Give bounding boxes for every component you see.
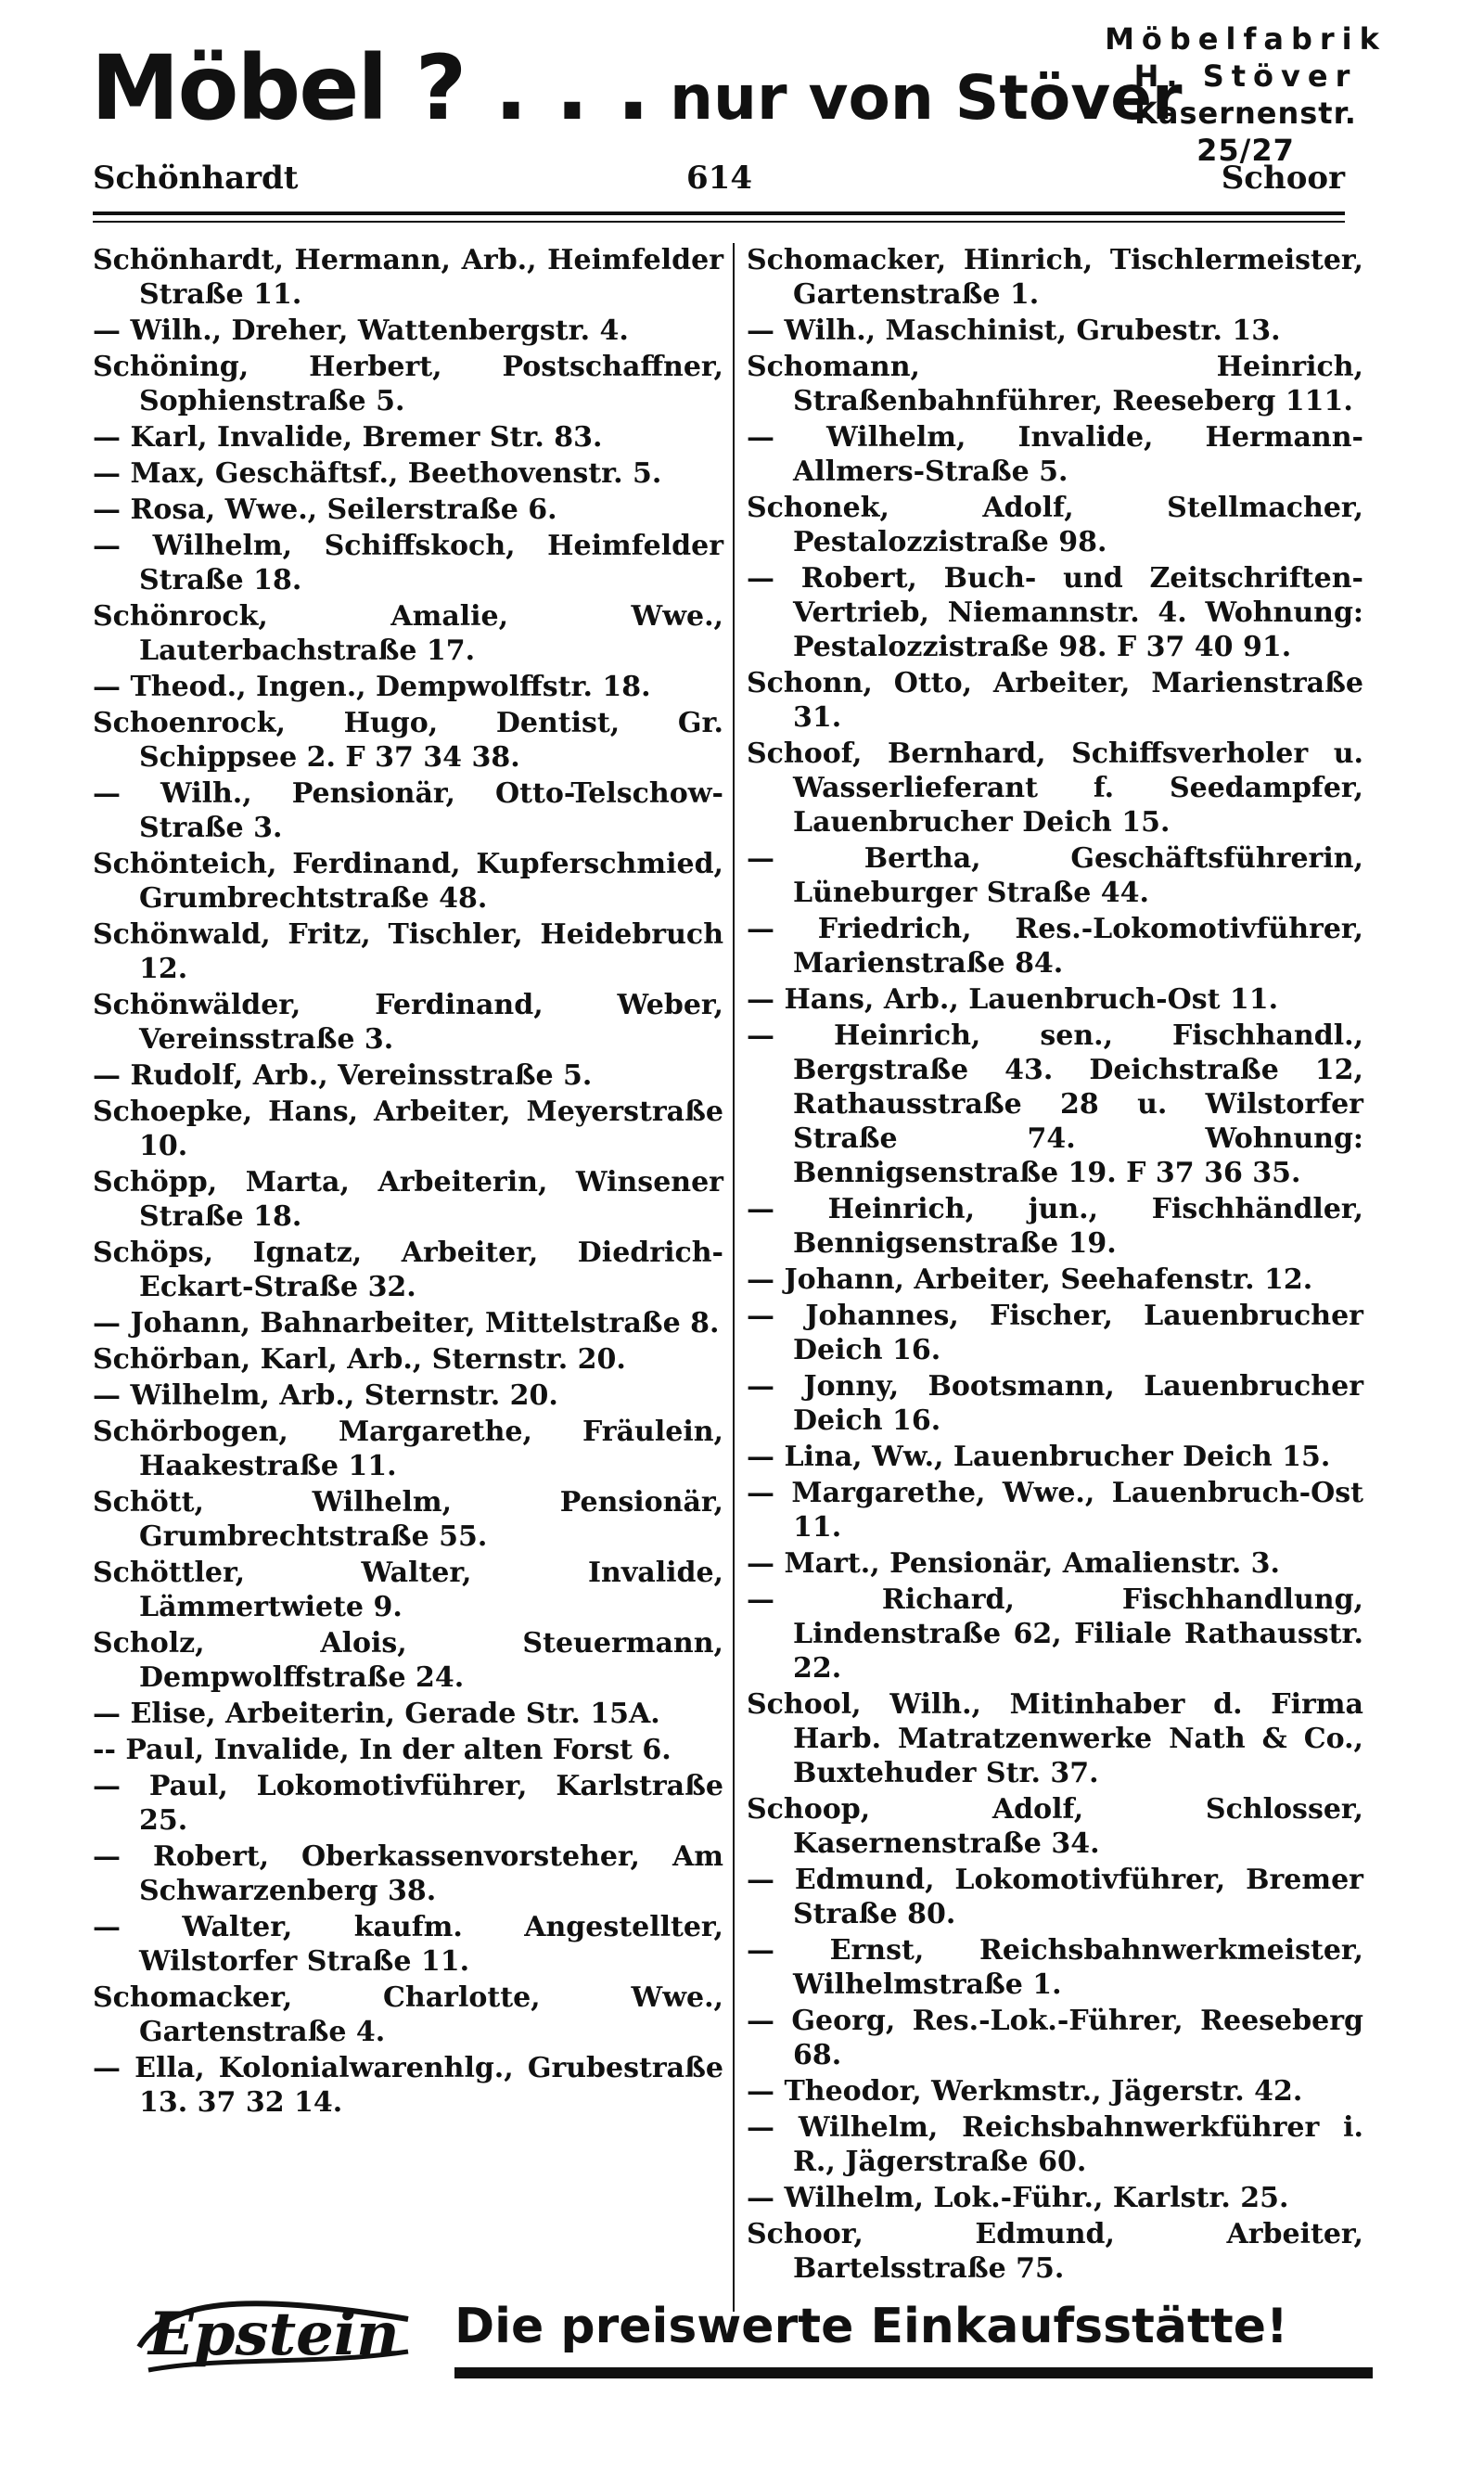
header-rule-thick [93,212,1345,215]
directory-entry: Schönrock, Amalie, Wwe., Lauterbachstraße 17. [93,600,723,667]
directory-entry: School, Wilh., Mitinhaber d. Firma Harb. Matratzenwerke Nath & Co., Buxtehuder Str. 37. [747,1688,1363,1789]
directory-entry: -- Paul, Invalide, In der alten Forst 6. [93,1734,672,1766]
top-advertisement [91,20,1399,168]
directory-entry: — Margarethe, Wwe., Lauenbruch-Ost 11. [747,1477,1363,1544]
store-logo-text: Epstein [148,2300,400,2369]
directory-entry: Schoor, Edmund, Arbeiter, Bartelsstraße 75. [747,2218,1363,2285]
directory-entry: — Mart., Pensionär, Amalienstr. 3. [747,1547,1280,1580]
directory-entry: — Elise, Arbeiterin, Gerade Str. 15A. [93,1698,660,1730]
ad-slogan: Die preiswerte Einkaufsstätte! [454,2299,1288,2354]
directory-entry: — Theodor, Werkmstr., Jägerstr. 42. [747,2075,1303,2108]
directory-entry: — Heinrich, sen., Fischhandl., Bergstraße 43. Deichstraße 12, Rathausstraße 28 u. Wilstorfer Straße 74. Wohnung: Bennigsenstraße 19. F 37 36 35. [747,1019,1363,1189]
directory-entry: — Walter, kaufm. Angestellter, Wilstorfer Straße 11. [93,1911,723,1978]
directory-entry: Schönhardt, Hermann, Arb., Heimfelder Straße 11. [93,244,723,311]
directory-entry: — Johann, Arbeiter, Seehafenstr. 12. [747,1263,1313,1296]
directory-entry: — Johann, Bahnarbeiter, Mittelstraße 8. [93,1307,720,1340]
directory-entry: Schöttler, Walter, Invalide, Lämmertwiete 9. [93,1557,723,1623]
directory-entry: Schött, Wilhelm, Pensionär, Grumbrechtstraße 55. [93,1486,723,1553]
directory-entry: Schoof, Bernhard, Schiffsverholer u. Wasserlieferant f. Seedampfer, Lauenbrucher Deich 15. [747,737,1363,839]
header-last-name: Schoor [1221,160,1345,197]
running-header [93,160,1345,206]
directory-entry: — Jonny, Bootsmann, Lauenbrucher Deich 16. [747,1370,1363,1437]
directory-entry: — Wilhelm, Reichsbahnwerkführer i. R., Jägerstraße 60. [747,2111,1363,2178]
directory-entry: — Johannes, Fischer, Lauenbrucher Deich 16. [747,1300,1363,1366]
directory-entry: Schonn, Otto, Arbeiter, Marienstraße 31. [747,667,1363,734]
directory-entry: Schönwälder, Ferdinand, Weber, Vereinsstraße 3. [93,989,723,1056]
ad-headline-rest: nur von Stöver [648,62,1183,134]
ad-company-street: Kasernenstr. 25/27 [1134,96,1357,168]
left-column [93,243,723,2121]
directory-entry: — Wilhelm, Invalide, Hermann-Allmers-Straße 5. [747,421,1363,488]
directory-entry: — Lina, Ww., Lauenbrucher Deich 15. [747,1441,1331,1473]
directory-entry: — Wilhelm, Lok.-Führ., Karlstr. 25. [747,2182,1289,2214]
directory-entry: — Georg, Res.-Lok.-Führer, Reeseberg 68. [747,2005,1363,2071]
directory-entry: — Ella, Kolonialwarenhlg., Grubestraße 13. 37 32 14. [93,2052,723,2119]
directory-entry: — Heinrich, jun., Fischhändler, Bennigsenstraße 19. [747,1193,1363,1260]
directory-entry: — Wilh., Pensionär, Otto-Telschow-Straße 3. [93,777,723,844]
ad-company-name: Möbelfabrik [1105,21,1387,57]
right-column [747,243,1363,2288]
directory-entry: — Wilh., Dreher, Wattenbergstr. 4. [93,314,629,347]
directory-entry: Schöpp, Marta, Arbeiterin, Winsener Straße 18. [93,1166,723,1233]
directory-entry: Schoepke, Hans, Arbeiter, Meyerstraße 10. [93,1096,723,1162]
directory-entry: — Ernst, Reichsbahnwerkmeister, Wilhelmstraße 1. [747,1934,1363,2001]
directory-entry: Schoenrock, Hugo, Dentist, Gr. Schippsee 2. F 37 34 38. [93,707,723,774]
page-number: 614 [686,160,752,197]
directory-entry: Schoop, Adolf, Schlosser, Kasernenstraße 34. [747,1793,1363,1860]
directory-entry: — Robert, Oberkassenvorsteher, Am Schwarzenberg 38. [93,1840,723,1907]
directory-entry: Schönwald, Fritz, Tischler, Heidebruch 12. [93,918,723,985]
header-first-name: Schönhardt [93,160,299,197]
store-logo [130,2282,417,2384]
directory-entry: — Wilhelm, Arb., Sternstr. 20. [93,1379,558,1412]
directory-entry: — Bertha, Geschäftsführerin, Lüneburger Straße 44. [747,842,1363,909]
directory-entry: Scholz, Alois, Steuermann, Dempwolffstraße 24. [93,1627,723,1694]
ad-underline [454,2367,1373,2378]
ad-company-owner: H. Stöver [1133,58,1358,94]
ad-company-address [1093,20,1399,169]
directory-entry: — Rosa, Wwe., Seilerstraße 6. [93,494,557,526]
directory-entry: — Robert, Buch- und Zeitschriften-Vertrieb, Niemannstr. 4. Wohnung: Pestalozzistraße 98. F 37 40 91. [747,562,1363,663]
directory-entry: Schöps, Ignatz, Arbeiter, Diedrich-Eckart-Straße 32. [93,1237,723,1303]
directory-entry: Schomacker, Charlotte, Wwe., Gartenstraße 4. [93,1981,723,2048]
directory-entry: — Richard, Fischhandlung, Lindenstraße 62, Filiale Rathausstr. 22. [747,1583,1363,1685]
directory-entry: Schöning, Herbert, Postschaffner, Sophienstraße 5. [93,351,723,417]
directory-entry: — Edmund, Lokomotivführer, Bremer Straße 80. [747,1864,1363,1930]
directory-entry: Schonek, Adolf, Stellmacher, Pestalozzistraße 98. [747,492,1363,558]
column-divider [733,243,735,2312]
directory-entry: — Friedrich, Res.-Lokomotivführer, Marienstraße 84. [747,913,1363,980]
directory-entry: — Theod., Ingen., Dempwolffstr. 18. [93,671,651,703]
directory-entry: — Karl, Invalide, Bremer Str. 83. [93,421,603,454]
directory-entry: Schörban, Karl, Arb., Sternstr. 20. [93,1343,626,1376]
directory-entry: — Wilhelm, Schiffskoch, Heimfelder Straße 18. [93,530,723,596]
directory-entry: Schomacker, Hinrich, Tischlermeister, Gartenstraße 1. [747,244,1363,311]
ad-headline [91,37,1183,149]
bottom-advertisement [130,2282,1363,2393]
directory-entry: Schörbogen, Margarethe, Fräulein, Haakestraße 11. [93,1416,723,1482]
directory-entry: Schomann, Heinrich, Straßenbahnführer, Reeseberg 111. [747,351,1363,417]
directory-entry: Schönteich, Ferdinand, Kupferschmied, Grumbrechtstraße 48. [93,848,723,915]
ad-headline-main: Möbel ? . . . [91,36,648,140]
directory-entry: — Paul, Lokomotivführer, Karlstraße 25. [93,1770,723,1837]
header-rule-thin [93,221,1345,223]
directory-entry: — Hans, Arb., Lauenbruch-Ost 11. [747,983,1279,1016]
directory-entry: — Wilh., Maschinist, Grubestr. 13. [747,314,1281,347]
directory-entry: — Rudolf, Arb., Vereinsstraße 5. [93,1059,593,1092]
directory-entry: — Max, Geschäftsf., Beethovenstr. 5. [93,457,662,490]
